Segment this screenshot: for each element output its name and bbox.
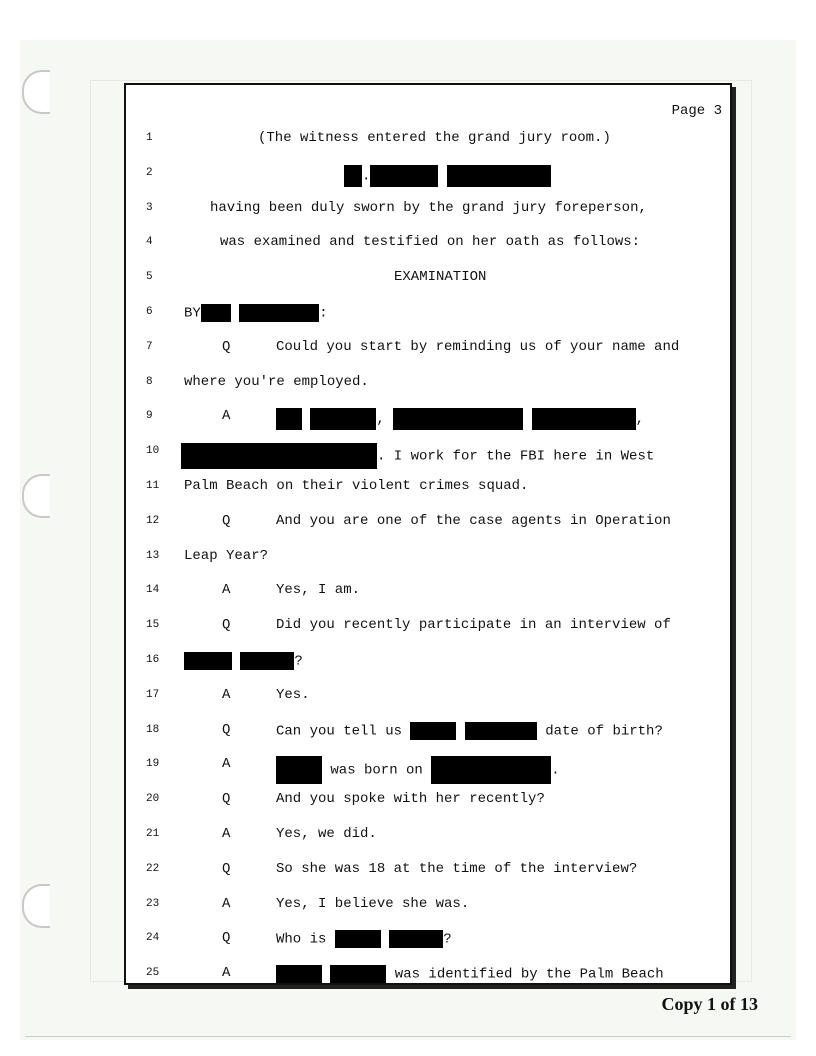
redaction-box	[431, 756, 551, 784]
transcript-line	[126, 617, 730, 651]
text-segment: And you are one of the case agents in Operation	[276, 512, 671, 529]
redaction-box	[389, 930, 443, 948]
transcript-line	[126, 165, 730, 199]
line-text	[276, 513, 671, 529]
line-number: 1	[146, 132, 153, 144]
line-number: 18	[146, 723, 160, 736]
text-segment: ?	[294, 653, 303, 670]
answer-marker: A	[222, 756, 231, 773]
line-number: 8	[146, 375, 153, 388]
transcript-line	[126, 234, 730, 268]
question-marker: Q	[222, 860, 231, 877]
text-segment: where you're employed.	[184, 373, 369, 390]
line-number: 22	[146, 862, 160, 875]
line-number: 4	[146, 236, 153, 249]
redaction-box	[276, 408, 302, 430]
transcript-line	[126, 339, 730, 373]
line-text	[184, 652, 303, 670]
line-text	[276, 687, 310, 703]
line-text	[220, 234, 640, 250]
line-number: 6	[146, 306, 153, 318]
redaction-box	[239, 304, 319, 322]
line-number: 15	[146, 619, 160, 632]
transcript-line	[126, 582, 730, 616]
line-number: 25	[146, 967, 160, 980]
line-text	[210, 200, 647, 216]
transcript-line	[126, 374, 730, 408]
line-text	[276, 756, 560, 784]
punch-hole	[22, 70, 50, 114]
line-number: 14	[146, 584, 160, 597]
redaction-box	[335, 930, 381, 948]
line-number: 2	[146, 166, 153, 179]
redaction-box	[344, 165, 362, 187]
text-segment: Leap Year?	[184, 547, 269, 564]
redaction-box	[310, 408, 376, 430]
redaction-box	[393, 408, 523, 430]
line-number: 24	[146, 932, 160, 945]
text-segment: Did you recently participate in an interview of	[276, 617, 671, 634]
copy-label: Copy 1 of 13	[661, 994, 758, 1014]
transcript-line	[126, 722, 730, 756]
line-number: 12	[146, 514, 160, 527]
line-number: 3	[146, 201, 153, 214]
redaction-box	[240, 652, 294, 670]
transcript-line	[126, 513, 730, 547]
redaction-box	[276, 965, 322, 983]
text-segment: BY	[184, 305, 201, 322]
line-number: 11	[146, 480, 160, 492]
text-segment: Who is	[276, 932, 335, 949]
question-marker: Q	[222, 721, 231, 738]
line-number: 5	[146, 271, 153, 284]
text-segment: ,	[635, 412, 645, 429]
text-segment	[456, 723, 464, 739]
transcript-line	[126, 548, 730, 582]
answer-marker: A	[222, 582, 231, 599]
transcript-line	[126, 826, 730, 860]
text-segment: :	[319, 305, 328, 322]
transcript-line	[126, 965, 730, 999]
line-number: 7	[146, 340, 153, 353]
text-segment: So she was 18 at the time of the interview?	[276, 860, 638, 877]
line-text	[276, 582, 360, 598]
line-text	[276, 791, 545, 807]
punch-hole	[22, 884, 50, 928]
transcript-line	[126, 269, 730, 303]
transcript-line	[126, 304, 730, 338]
line-text	[276, 930, 452, 948]
redaction-box	[184, 652, 232, 670]
text-segment: was born on	[322, 763, 432, 780]
line-text	[181, 443, 654, 469]
text-segment: . I work for the FBI here in West	[377, 448, 655, 465]
line-number: 13	[146, 549, 160, 562]
text-segment: having been duly sworn by the grand jury foreperson,	[210, 199, 647, 216]
question-marker: Q	[222, 791, 231, 808]
line-number: 10	[146, 445, 160, 458]
line-text	[276, 826, 377, 842]
text-segment: Yes.	[276, 686, 310, 703]
text-segment	[232, 654, 240, 670]
bottom-rule	[25, 1036, 791, 1037]
redaction-box	[410, 722, 456, 740]
line-text	[276, 861, 637, 877]
transcript-line	[126, 478, 730, 512]
text-segment: .	[362, 168, 371, 185]
answer-marker: A	[222, 826, 231, 842]
redaction-box	[447, 165, 551, 187]
transcript-line	[126, 791, 730, 825]
line-text	[184, 548, 268, 564]
line-text	[344, 165, 551, 187]
text-segment: was examined and testified on her oath as follows:	[220, 234, 641, 251]
text-segment: ,	[376, 412, 394, 429]
text-segment	[381, 932, 389, 948]
line-text	[276, 617, 671, 633]
line-text	[276, 722, 663, 740]
text-segment	[231, 306, 239, 322]
redaction-box	[465, 722, 537, 740]
text-segment: (The witness entered the grand jury room.)	[258, 130, 611, 146]
question-marker: Q	[222, 512, 231, 529]
transcript-line	[126, 200, 730, 234]
text-segment: was identified by the Palm Beach	[386, 966, 664, 983]
line-number: 16	[146, 654, 160, 666]
transcript-line	[126, 930, 730, 964]
redaction-box	[276, 756, 322, 784]
line-number: 21	[146, 828, 160, 840]
text-segment: Could you start by reminding us of your name and	[276, 338, 680, 355]
transcript-page	[124, 83, 732, 985]
text-segment: And you spoke with her recently?	[276, 791, 545, 808]
line-text	[184, 304, 328, 322]
line-number: 20	[146, 793, 160, 806]
transcript-line	[126, 687, 730, 721]
transcript-line	[126, 443, 730, 477]
page-number: Page 3	[671, 103, 722, 119]
question-marker: Q	[222, 338, 231, 355]
line-text	[276, 408, 644, 430]
transcript-line	[126, 896, 730, 930]
redaction-box	[330, 965, 386, 983]
line-text	[184, 478, 528, 494]
text-segment	[523, 412, 531, 428]
text-segment	[302, 412, 310, 428]
text-segment: Palm Beach on their violent crimes squad.	[184, 478, 529, 494]
redaction-box	[370, 165, 438, 187]
redaction-box	[181, 443, 377, 469]
text-segment: EXAMINATION	[394, 269, 487, 286]
answer-marker: A	[222, 895, 231, 912]
question-marker: Q	[222, 930, 231, 947]
line-number: 19	[146, 758, 160, 771]
text-segment	[322, 967, 330, 983]
line-text	[394, 269, 486, 285]
text-segment: Yes, we did.	[276, 826, 377, 842]
line-text	[184, 374, 369, 390]
question-marker: Q	[222, 617, 231, 634]
transcript-line	[126, 861, 730, 895]
line-number: 9	[146, 410, 153, 423]
text-segment: date of birth?	[536, 723, 663, 740]
line-text	[258, 130, 611, 146]
answer-marker: A	[222, 965, 231, 982]
line-number: 17	[146, 688, 160, 701]
answer-marker: A	[222, 686, 231, 703]
text-segment	[438, 169, 446, 185]
text-segment: Can you tell us	[276, 723, 411, 740]
line-number: 23	[146, 897, 160, 910]
text-segment: .	[551, 763, 560, 780]
redaction-box	[532, 408, 636, 430]
line-text	[276, 896, 469, 912]
line-text	[276, 339, 679, 355]
transcript-line	[126, 756, 730, 790]
transcript-line	[126, 652, 730, 686]
text-segment: Yes, I am.	[276, 582, 361, 599]
line-text	[276, 965, 664, 983]
transcript-line	[126, 130, 730, 164]
text-segment: Yes, I believe she was.	[276, 895, 470, 912]
text-segment: ?	[443, 932, 452, 949]
transcript-line	[126, 408, 730, 442]
punch-hole	[22, 474, 50, 518]
answer-marker: A	[222, 408, 231, 425]
redaction-box	[201, 304, 231, 322]
